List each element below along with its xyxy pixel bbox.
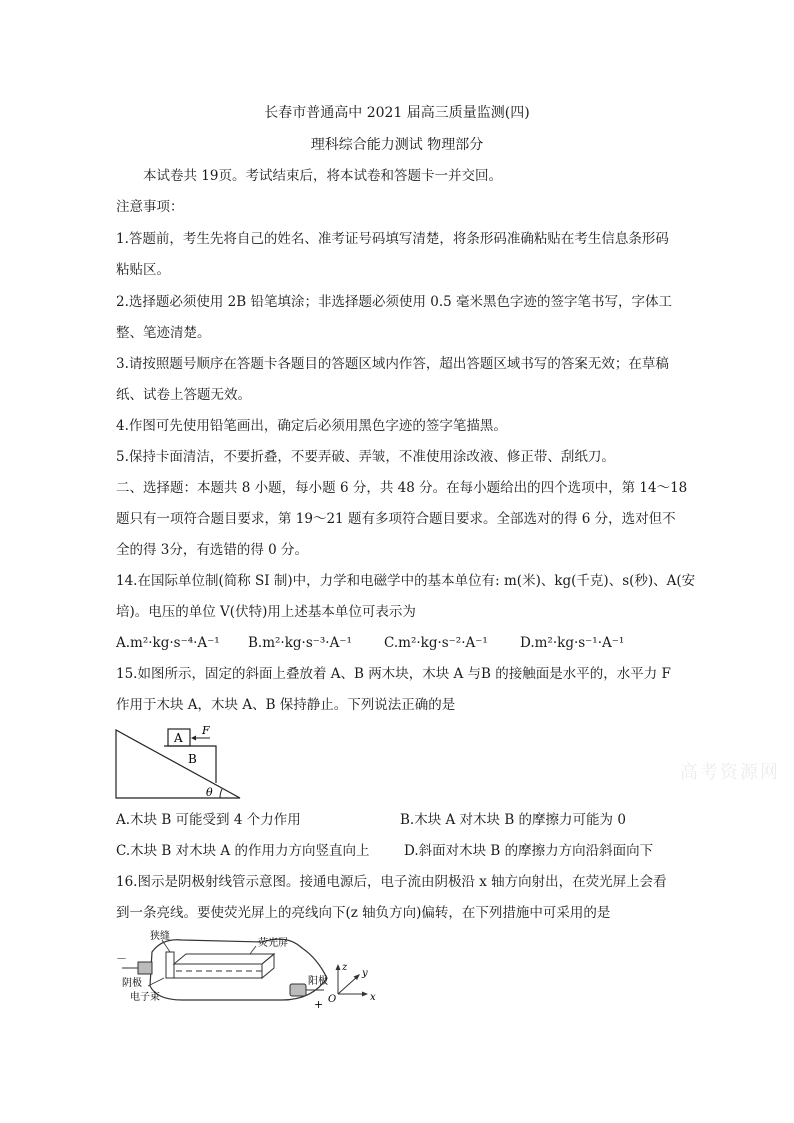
- angle-arc: [220, 789, 222, 798]
- screen-side: [262, 954, 274, 978]
- label-axis-y: y: [362, 968, 368, 979]
- q15-option-d: D.斜面对木块 B 的摩擦力方向沿斜面向下: [404, 843, 654, 859]
- label-a: A: [174, 731, 183, 745]
- label-plus: +: [314, 998, 324, 1010]
- exam-title: 长春市普通高中 2021 届高三质量监测(四): [264, 105, 530, 121]
- q15-stem: 15.如图所示，固定的斜面上叠放着 A、B 两木块，木块 A 与B 的接触面是水平的，水平力 F: [116, 666, 671, 682]
- label-cathode: 阴极: [122, 978, 142, 989]
- note-line: 4.作图可先使用铅笔画出，确定后必须用黑色字迹的签字笔描黑。: [116, 418, 507, 434]
- q16-stem: 16.图示是阴极射线管示意图。接通电源后，电子流由阴极沿 x 轴方向射出，在荧光屏上会看: [116, 874, 667, 890]
- section-text: 全的得 3分，有选错的得 0 分。: [116, 542, 309, 558]
- q14-stem: 培)。电压的单位 V(伏特)用上述基本单位可表示为: [116, 604, 416, 620]
- q15-option-b: B.木块 A 对木块 B 的摩擦力可能为 0: [400, 812, 626, 828]
- note-line: 3.请按照题号顺序在答题卡各题目的答题区域内作答，超出答题区域书写的答案无效；在草稿: [116, 356, 669, 372]
- note-line: 5.保持卡面清洁，不要折叠，不要弄破、弄皱，不准使用涂改液、修正带、刮纸刀。: [116, 449, 615, 465]
- anode-electrode: [290, 984, 306, 996]
- section-text: 题只有一项符合题目要求，第 19～21 题有多项符合题目要求。全部选对的得 6 分，选对但不: [116, 511, 676, 527]
- label-theta: θ: [206, 786, 213, 799]
- q14-option-b: B.m²·kg·s⁻³·A⁻¹: [248, 635, 352, 651]
- q15-option-c: C.木块 B 对木块 A 的作用力方向竖直向上: [116, 843, 370, 859]
- note-line: 1.答题前，考生先将自己的姓名、准考证号码填写清楚，将条形码准确粘贴在考生信息条形码: [116, 231, 669, 247]
- label-b: B: [188, 752, 197, 766]
- notes-heading: 注意事项：: [116, 199, 184, 215]
- q14-option-a: A.m²·kg·s⁻⁴·A⁻¹: [116, 635, 220, 651]
- q14-option-c: C.m²·kg·s⁻²·A⁻¹: [384, 635, 488, 651]
- q15-option-a: A.木块 B 可能受到 4 个力作用: [116, 812, 301, 828]
- cathode-electrode: [138, 962, 152, 974]
- label-minus: －: [116, 952, 127, 965]
- label-screen: 荧光屏: [258, 938, 288, 949]
- watermark: 高考资源网: [680, 762, 780, 783]
- axis-x-arrowhead: [362, 992, 368, 997]
- section-text: 二、选择题：本题共 8 小题，每小题 6 分，共 48 分。在每小题给出的四个选项中，第 14～18: [116, 480, 688, 496]
- note-line: 2.选择题必须使用 2B 铅笔填涂；非选择题必须使用 0.5 毫米黑色字迹的签字笔书写，字体工: [116, 294, 673, 310]
- note-line: 整、笔迹清楚。: [116, 325, 211, 341]
- label-anode: 阳极: [308, 976, 328, 987]
- exam-intro: 本试卷共 19页。考试结束后，将本试卷和答题卡一并交回。: [143, 168, 502, 184]
- force-arrowhead: [191, 736, 196, 741]
- q16-stem: 到一条亮线。要使荧光屏上的亮线向下(z 轴负方向)偏转，在下列措施中可采用的是: [116, 905, 611, 921]
- axis-y: [338, 976, 358, 994]
- note-line: 纸、试卷上答题无效。: [116, 387, 251, 403]
- q14-stem: 14.在国际单位制(简称 SI 制)中，力学和电磁学中的基本单位有: m(米)、kg(千克)、s(秒)、A(安: [116, 573, 696, 589]
- q14-option-d: D.m²·kg·s⁻¹·A⁻¹: [520, 635, 625, 651]
- label-slit: 狭缝: [150, 931, 170, 942]
- label-f: F: [202, 726, 210, 737]
- crt-figure: [112, 928, 392, 1010]
- label-axis-z: z: [342, 962, 348, 973]
- label-beam: 电子束: [130, 992, 160, 1003]
- label-origin: O: [328, 994, 337, 1005]
- q15-stem: 作用于木块 A，木块 A、B 保持静止。下列说法正确的是: [116, 697, 456, 713]
- screen-leader: [250, 946, 256, 954]
- incline-figure: [110, 726, 250, 804]
- note-line: 粘贴区。: [116, 262, 170, 278]
- exam-subtitle: 理科综合能力测试 物理部分: [310, 137, 484, 153]
- slit-plate: [166, 952, 174, 978]
- screen-box: [174, 954, 274, 964]
- label-axis-x: x: [370, 992, 376, 1003]
- axis-z-arrowhead: [336, 964, 341, 970]
